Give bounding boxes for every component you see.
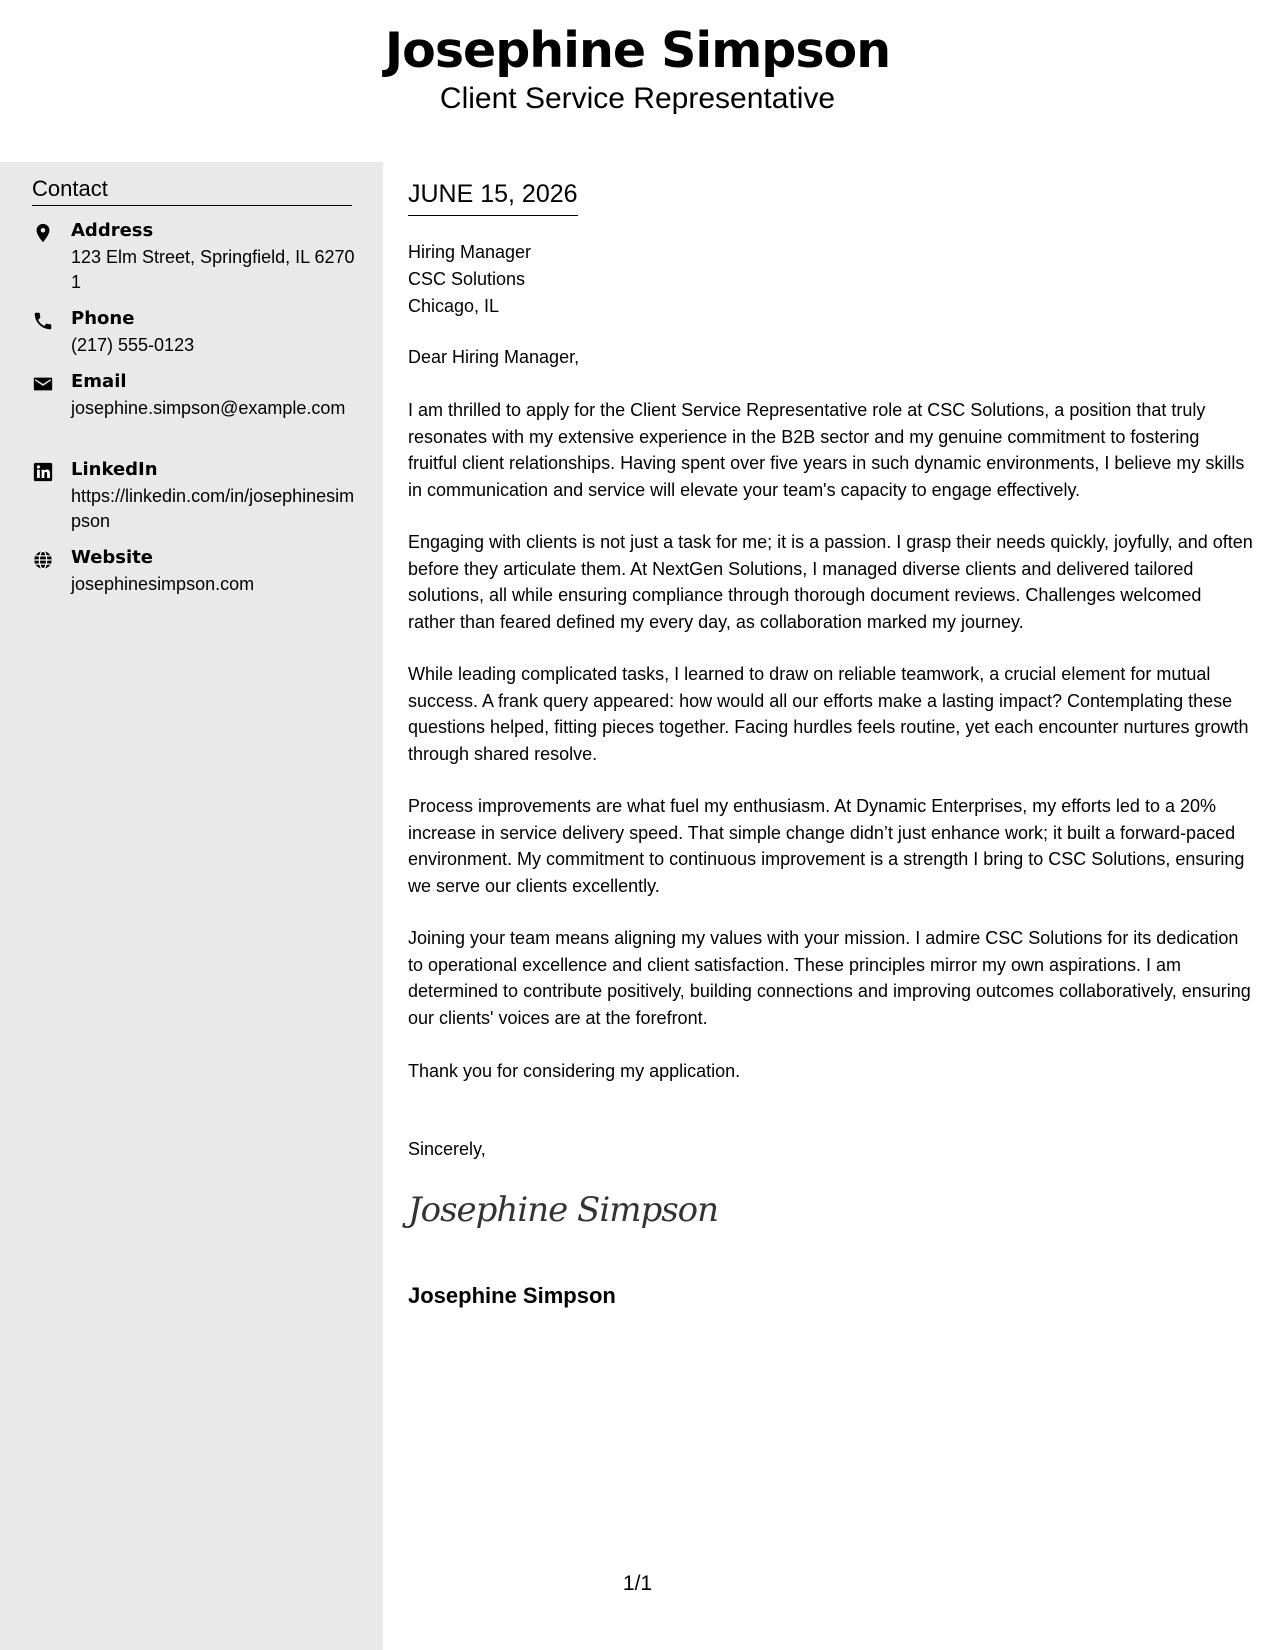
letter-date: JUNE 15, 2026	[408, 180, 578, 216]
linkedin-icon	[32, 461, 54, 483]
letter-paragraph: Thank you for considering my application.	[408, 1061, 741, 1081]
address-value: 123 Elm Street, Springfield, IL 62701	[71, 247, 355, 292]
signed-name: Josephine Simpson	[408, 1283, 616, 1308]
address-label: Address	[71, 220, 154, 241]
email-label: Email	[71, 371, 127, 392]
globe-icon	[32, 549, 54, 571]
linkedin-value: https://linkedin.com/in/josephinesimpson	[71, 486, 355, 531]
website-label: Website	[71, 547, 154, 568]
envelope-icon	[32, 373, 54, 395]
page-number: 1/1	[622, 1572, 653, 1595]
handwritten-signature: Josephine Simpson	[408, 1190, 719, 1230]
letter-paragraph: Engaging with clients is not just a task for me; it is a passion. I grasp their needs quickly, joyfully, and often before they articulate them. At NextGen Solutions, I managed diverse clients and delivered tailored solutions, all while ensuring compliance through thorough document reviews. Challenges welcomed rather than feared defined my every day, as collaboration marked my journey.	[408, 532, 1253, 632]
salutation: Dear Hiring Manager,	[408, 347, 580, 367]
phone-label: Phone	[71, 308, 135, 329]
recipient-line: Hiring Manager	[408, 242, 532, 262]
website-value: josephinesimpson.com	[71, 574, 255, 594]
contact-sidebar	[0, 162, 383, 1650]
letter-paragraph: Joining your team means aligning my values with your mission. I admire CSC Solutions for its dedication to operational excellence and client satisfaction. These principles mirror my own aspirations. I am determined to contribute positively, building connections and improving outcomes collaboratively, ensuring our clients' voices are at the forefront.	[408, 928, 1251, 1028]
letter-paragraph: Process improvements are what fuel my enthusiasm. At Dynamic Enterprises, my efforts led to a 20% increase in service delivery speed. That simple change didn’t just enhance work; it built a forward-paced environment. My commitment to continuous improvement is a strength I bring to CSC Solutions, ensuring we serve our clients excellently.	[408, 796, 1245, 896]
closing: Sincerely,	[408, 1139, 486, 1159]
phone-value: (217) 555-0123	[71, 335, 195, 355]
linkedin-label: LinkedIn	[71, 459, 158, 480]
location-pin-icon	[32, 222, 54, 244]
letter-paragraph: While leading complicated tasks, I learned to draw on reliable teamwork, a crucial element for mutual success. A frank query appeared: how would all our efforts make a lasting impact? Contemplating these questions helped, fitting pieces together. Facing hurdles feels routine, yet each encounter nurtures growth through shared resolve.	[408, 664, 1249, 764]
applicant-name: Josephine Simpson	[384, 22, 891, 79]
email-value: josephine.simpson@example.com	[71, 398, 346, 418]
letter-paragraph: I am thrilled to apply for the Client Service Representative role at CSC Solutions, a position that truly resonates with my extensive experience in the B2B sector and my genuine commitment to fostering fruitful client relationships. Having spent over five years in such dynamic environments, I believe my skills in communication and service will elevate your team's capacity to engage effectively.	[408, 400, 1245, 500]
recipient-line: Chicago, IL	[408, 296, 500, 316]
header	[0, 0, 1275, 162]
phone-icon	[32, 310, 54, 332]
recipient-line: CSC Solutions	[408, 269, 526, 289]
recipient-block	[408, 239, 531, 320]
contact-heading: Contact	[32, 176, 352, 206]
job-title: Client Service Representative	[439, 82, 836, 115]
